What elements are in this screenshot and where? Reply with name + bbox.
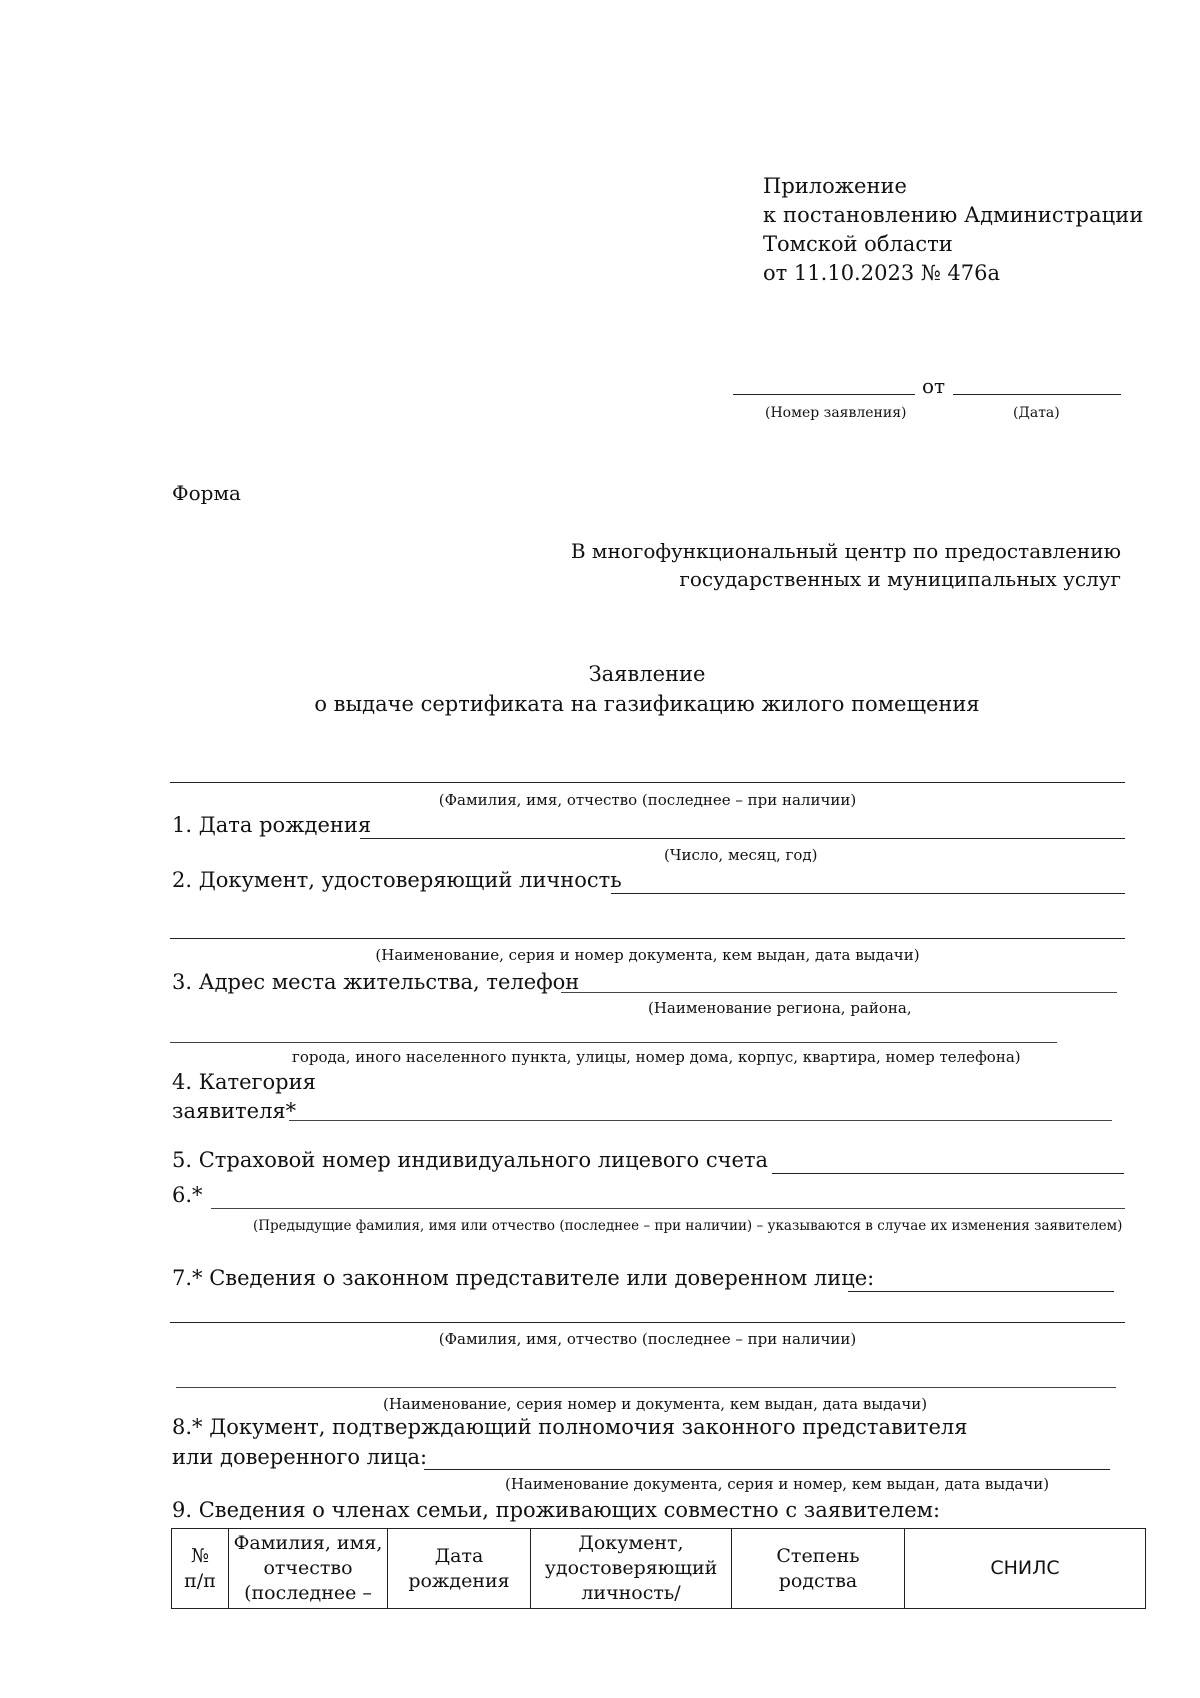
col-relation-text: Степень родства <box>776 1544 860 1592</box>
col-fio-text-3: (последнее – <box>244 1582 372 1604</box>
col-relation-header <box>732 1529 905 1609</box>
authority-doc-caption: (Наименование документа, серия и номер, кем выдан, дата выдачи) <box>505 1475 1050 1493</box>
applicant-fio-caption: (Фамилия, имя, отчество (последнее – при наличии) <box>438 791 857 809</box>
col-identity-doc-header <box>531 1529 732 1609</box>
authority-doc-label-2: или доверенного лица: <box>172 1445 428 1469</box>
authority-doc-label-1: 8.* Документ, подтверждающий полномочия законного представителя <box>172 1415 968 1439</box>
col-birth-text-1: Дата <box>434 1544 484 1567</box>
representative-fio-caption: (Фамилия, имя, отчество (последнее – при наличии) <box>438 1330 857 1348</box>
appendix-line-3: Томской области <box>763 232 953 256</box>
application-number-line[interactable] <box>733 394 915 395</box>
category-label-2: заявителя* <box>172 1099 297 1123</box>
family-members-table <box>171 1528 1146 1609</box>
authority-doc-line[interactable] <box>424 1469 1110 1470</box>
identity-doc-label: 2. Документ, удостоверяющий личность <box>172 868 622 892</box>
identity-doc-line-2[interactable] <box>170 938 1125 939</box>
appendix-line-1: Приложение <box>763 174 907 198</box>
col-snils-header <box>905 1529 1146 1609</box>
family-table-header-row <box>172 1529 1146 1609</box>
application-date-caption: (Дата) <box>1013 405 1060 421</box>
representative-label: 7.* Сведения о законном представителе или доверенном лице: <box>172 1266 875 1290</box>
identity-doc-line[interactable] <box>611 893 1125 894</box>
snils-line[interactable] <box>772 1173 1124 1174</box>
address-line-2[interactable] <box>170 1042 1057 1043</box>
family-members-label: 9. Сведения о членах семьи, проживающих совместно с заявителем: <box>172 1498 941 1522</box>
category-line[interactable] <box>289 1120 1112 1121</box>
col-doc-text-3: личность/ <box>581 1582 681 1604</box>
col-doc-text-2: удостоверяющий <box>544 1557 718 1579</box>
birth-date-label: 1. Дата рождения <box>172 813 372 837</box>
category-label-1: 4. Категория <box>172 1070 316 1094</box>
appendix-line-2: к постановлению Администрации <box>763 203 1144 227</box>
col-number-text-1: № <box>191 1544 209 1567</box>
col-doc-text-1: Документ, <box>578 1532 684 1554</box>
birth-date-line[interactable] <box>360 838 1125 839</box>
application-date-line[interactable] <box>953 394 1121 395</box>
address-label: 3. Адрес места жительства, телефон <box>172 970 580 994</box>
appendix-line-4: от 11.10.2023 № 476а <box>763 261 1000 285</box>
col-fio-header <box>229 1529 388 1609</box>
representative-doc-caption: (Наименование, серия номер и документа, кем выдан, дата выдачи) <box>383 1395 928 1413</box>
addressee-line-2: государственных и муниципальных услуг <box>679 567 1121 591</box>
birth-date-caption: (Число, месяц, год) <box>664 846 818 864</box>
snils-label: 5. Страховой номер индивидуального лицевого счета <box>172 1148 769 1172</box>
col-birth-text-2: рождения <box>408 1569 510 1592</box>
previous-name-line[interactable] <box>211 1208 1125 1209</box>
col-birth-date-header <box>388 1529 531 1609</box>
col-snils-text: СНИЛС <box>990 1557 1060 1579</box>
previous-name-caption: (Предыдущие фамилия, имя или отчество (последнее – при наличии) – указываются в случае их изменения заявителем) <box>253 1218 1123 1234</box>
representative-doc-line[interactable] <box>176 1387 1116 1388</box>
representative-line[interactable] <box>848 1291 1114 1292</box>
address-line[interactable] <box>561 992 1117 993</box>
col-fio-text-2: отчество <box>263 1557 353 1579</box>
col-number-text-2: п/п <box>184 1569 216 1592</box>
identity-doc-caption: (Наименование, серия и номер документа, кем выдан, дата выдачи) <box>375 946 920 964</box>
address-caption-2: города, иного населенного пункта, улицы, номер дома, корпус, квартира, номер телефона) <box>292 1048 1021 1066</box>
applicant-fio-line[interactable] <box>170 782 1125 783</box>
form-label: Форма <box>172 481 241 505</box>
document-title: Заявление <box>588 662 706 686</box>
addressee-line-1: В многофункциональный центр по предоставлению <box>570 539 1121 563</box>
col-number-header <box>172 1529 229 1609</box>
registration-connector: от <box>922 374 946 398</box>
application-number-caption: (Номер заявления) <box>765 405 907 421</box>
previous-name-label: 6.* <box>172 1183 203 1207</box>
address-caption-1: (Наименование региона, района, <box>648 999 912 1017</box>
representative-fio-line[interactable] <box>170 1322 1125 1323</box>
col-fio-text-1: Фамилия, имя, <box>233 1532 383 1554</box>
document-subtitle: о выдаче сертификата на газификацию жилого помещения <box>314 692 980 716</box>
